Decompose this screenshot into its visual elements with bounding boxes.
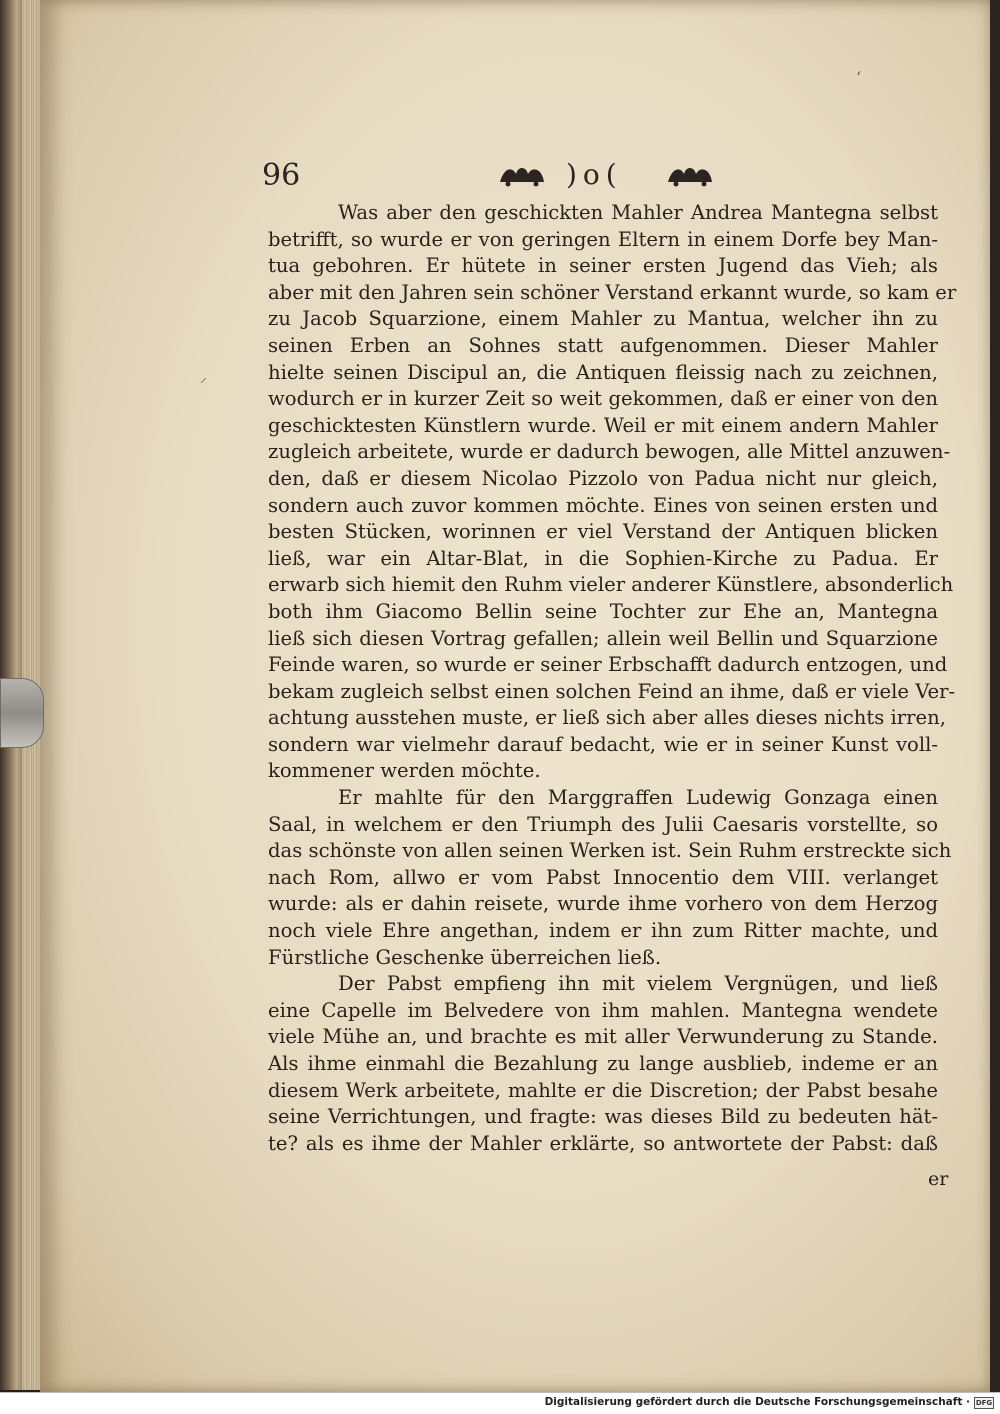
text-line: kommener werden möchte. — [268, 759, 541, 783]
funding-credit: Digitalisierung gefördert durch die Deutsche Forschungsgemeinschaft · — [544, 1396, 970, 1408]
text-line: noch viele Ehre angethan, indem er ihn zum Ritter machte, und — [268, 919, 938, 943]
text-line: ließ, war ein Altar-Blat, in die Sophien-Kirche zu Padua. Er — [268, 546, 938, 570]
text-line: bekam zugleich selbst einen solchen Feind an ihme, daß er viele Ver- — [268, 679, 956, 703]
page-number: 96 — [262, 158, 301, 193]
catchword: er — [928, 1168, 949, 1190]
text-line: Was aber den geschickten Mahler Andrea Mantegna selbst — [338, 201, 938, 224]
text-line: wurde: als er dahin reisete, wurde ihme vorhero von dem Herzog — [268, 892, 938, 916]
text-line: ließ sich diesen Vortrag gefallen; allein weil Bellin und Squarzione — [268, 626, 938, 650]
text-line: Er mahlte für den Marggraffen Ludewig Gonzaga einen — [338, 786, 938, 810]
text-line: das schönste von allen seinen Werken ist. Sein Ruhm erstreckte sich — [268, 839, 952, 863]
text-line: eine Capelle im Belvedere von ihm mahlen. Mantegna wendete — [268, 998, 938, 1022]
text-line: Fürstliche Geschenke überreichen ließ. — [268, 945, 662, 969]
margin-ink-mark: ⸝ — [200, 370, 207, 386]
text-line: sondern war vielmehr darauf bedacht, wie er in seiner Kunst voll- — [268, 732, 938, 756]
text-line: Als ihme einmahl die Bezahlung zu lange ausblieb, indeme er an — [268, 1052, 938, 1075]
text-line: seine Verrichtungen, und fragte: was dieses Bild zu bedeuten hät- — [268, 1105, 938, 1129]
body-text — [268, 200, 957, 1157]
text-line: Saal, in welchem er den Triumph des Julii Caesaris vorstellte, so — [268, 812, 938, 836]
text-line: te? als es ihme der Mahler erklärte, so antwortete der Pabst: daß — [268, 1131, 938, 1155]
text-line: Der Pabst empfieng ihn mit vielem Vergnügen, und ließ — [338, 972, 938, 996]
text-line: tua gebohren. Er hütete in seiner ersten Jugend das Vieh; als — [268, 254, 938, 278]
text-line: achtung ausstehen muste, er ließ sich aber alles dieses nichts irren, — [268, 706, 946, 730]
corner-ink-mark: ʻ — [856, 68, 862, 87]
text-line: aber mit den Jahren sein schöner Verstand erkannt wurde, so kam er — [268, 280, 957, 304]
text-line: den, daß er diesem Nicolao Pizzolo von Padua nicht nur gleich, — [268, 466, 938, 490]
text-line: nach Rom, allwo er vom Pabst Innocentio dem VIII. verlanget — [268, 865, 938, 889]
text-line: geschicktesten Künstlern wurde. Weil er mit einem andern Mahler — [268, 413, 938, 437]
text-line: seinen Erben an Sohnes statt aufgenommen. Dieser Mahler — [268, 333, 938, 357]
header-ornament — [496, 158, 726, 192]
text-line: zugleich arbeitete, wurde er dadurch bewogen, alle Mittel anzuwen- — [268, 440, 951, 464]
text-line: betrifft, so wurde er von geringen Eltern in einem Dorfe bey Man- — [268, 227, 938, 251]
text-line: both ihm Giacomo Bellin seine Tochter zur Ehe an, Mantegna — [268, 599, 938, 623]
text-line: sondern auch zuvor kommen möchte. Eines von seinen ersten und — [268, 493, 938, 517]
text-line: diesem Werk arbeitete, mahlte er die Discretion; der Pabst besahe — [268, 1078, 938, 1102]
right-fleuron-icon — [664, 162, 716, 188]
left-fleuron-icon — [496, 162, 548, 188]
dfg-logo: DFG — [975, 1399, 993, 1407]
text-line: besten Stücken, worinnen er viel Verstand der Antiquen blicken — [268, 520, 938, 544]
text-line: wodurch er in kurzer Zeit so weit gekommen, daß er einer von den — [268, 387, 938, 411]
text-line: erwarb sich hiemit den Ruhm vieler anderer Künstlere, absonderlich — [268, 573, 954, 597]
text-line: hielte seinen Discipul an, die Antiquen fleissig nach zu zeichnen, — [268, 360, 938, 384]
text-line: Feinde waren, so wurde er seiner Erbschafft dadurch entzogen, und — [268, 653, 948, 677]
right-page-edge — [990, 0, 1000, 1392]
text-line: viele Mühe an, und brachte es mit aller Verwunderung zu Stande. — [268, 1025, 938, 1049]
text-line: zu Jacob Squarzione, einem Mahler zu Mantua, welcher ihn zu — [268, 307, 938, 331]
page-clip — [0, 678, 44, 748]
header-center-mark: )o( — [566, 158, 623, 191]
